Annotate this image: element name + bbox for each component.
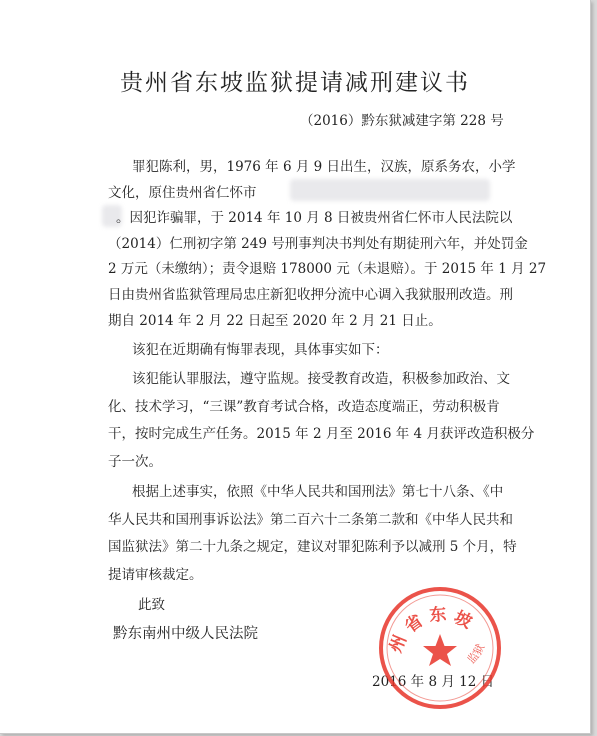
seal-side-text: 监狱 [464,641,488,667]
document-title: 贵州省东坡监狱提请减刑建议书 [120,70,470,96]
body-line: 根据上述事实，依照《中华人民共和国刑法》第七十八条、《中 [132,484,504,500]
body-line: 该犯能认罪服法，遵守监规。接受教育改造，积极参加政治、文 [132,371,510,387]
body-line: 干，按时完成生产任务。2015 年 2 月至 2016 年 4 月获评改造积极分 [108,426,535,442]
document-date: 2016 年 8 月 12 日 [372,674,495,690]
svg-text:监狱 [464,641,487,666]
body-line: 罪犯陈利，男，1976 年 6 月 9 日出生，汉族，原系务农，小学 [132,159,516,175]
body-line: 日由贵州省监狱管理局忠庄新犯收押分流中心调入我狱服刑改造。刑 [108,287,513,303]
official-seal-icon [376,584,504,712]
body-line: 国监狱法》第二十九条之规定，建议对罪犯陈利予以减刑 5 个月，特 [108,539,517,555]
document-number: （2016）黔东狱减建字第 228 号 [300,113,504,129]
body-line: 2 万元（未缴纳）；责令退赔 178000 元（未退赔）。于 2015 年 1 月 27 [108,261,547,277]
redacted-address [290,179,490,201]
closing: 此致 [138,597,165,613]
body-line: 。因犯诈骗罪，于 2014 年 10 月 8 日被贵州省仁怀市人民法院以 [116,210,513,226]
body-line: 化、技术学习，“三课”教育考试合格，改造态度端正，劳动积极肯 [108,399,500,415]
body-line: 华人民共和国刑事诉讼法》第二百六十二条第二款和《中华人民共和 [108,512,513,528]
addressee: 黔东南州中级人民法院 [113,626,258,642]
body-line: 期自 2014 年 2 月 22 日起至 2020 年 2 月 21 日止。 [108,313,442,329]
seal-text: 州 省 东 坡 [385,604,475,656]
body-line: 提请审核裁定。 [108,567,203,583]
body-line: 该犯在近期确有悔罪表现，具体事实如下： [132,342,389,358]
body-line: （2014）仁刑初字第 249 号刑事判决书判处有期徒刑六年，并处罚金 [108,236,528,252]
body-line: 文化，原住贵州省仁怀市 [108,185,257,201]
body-line: 子一次。 [108,454,162,470]
